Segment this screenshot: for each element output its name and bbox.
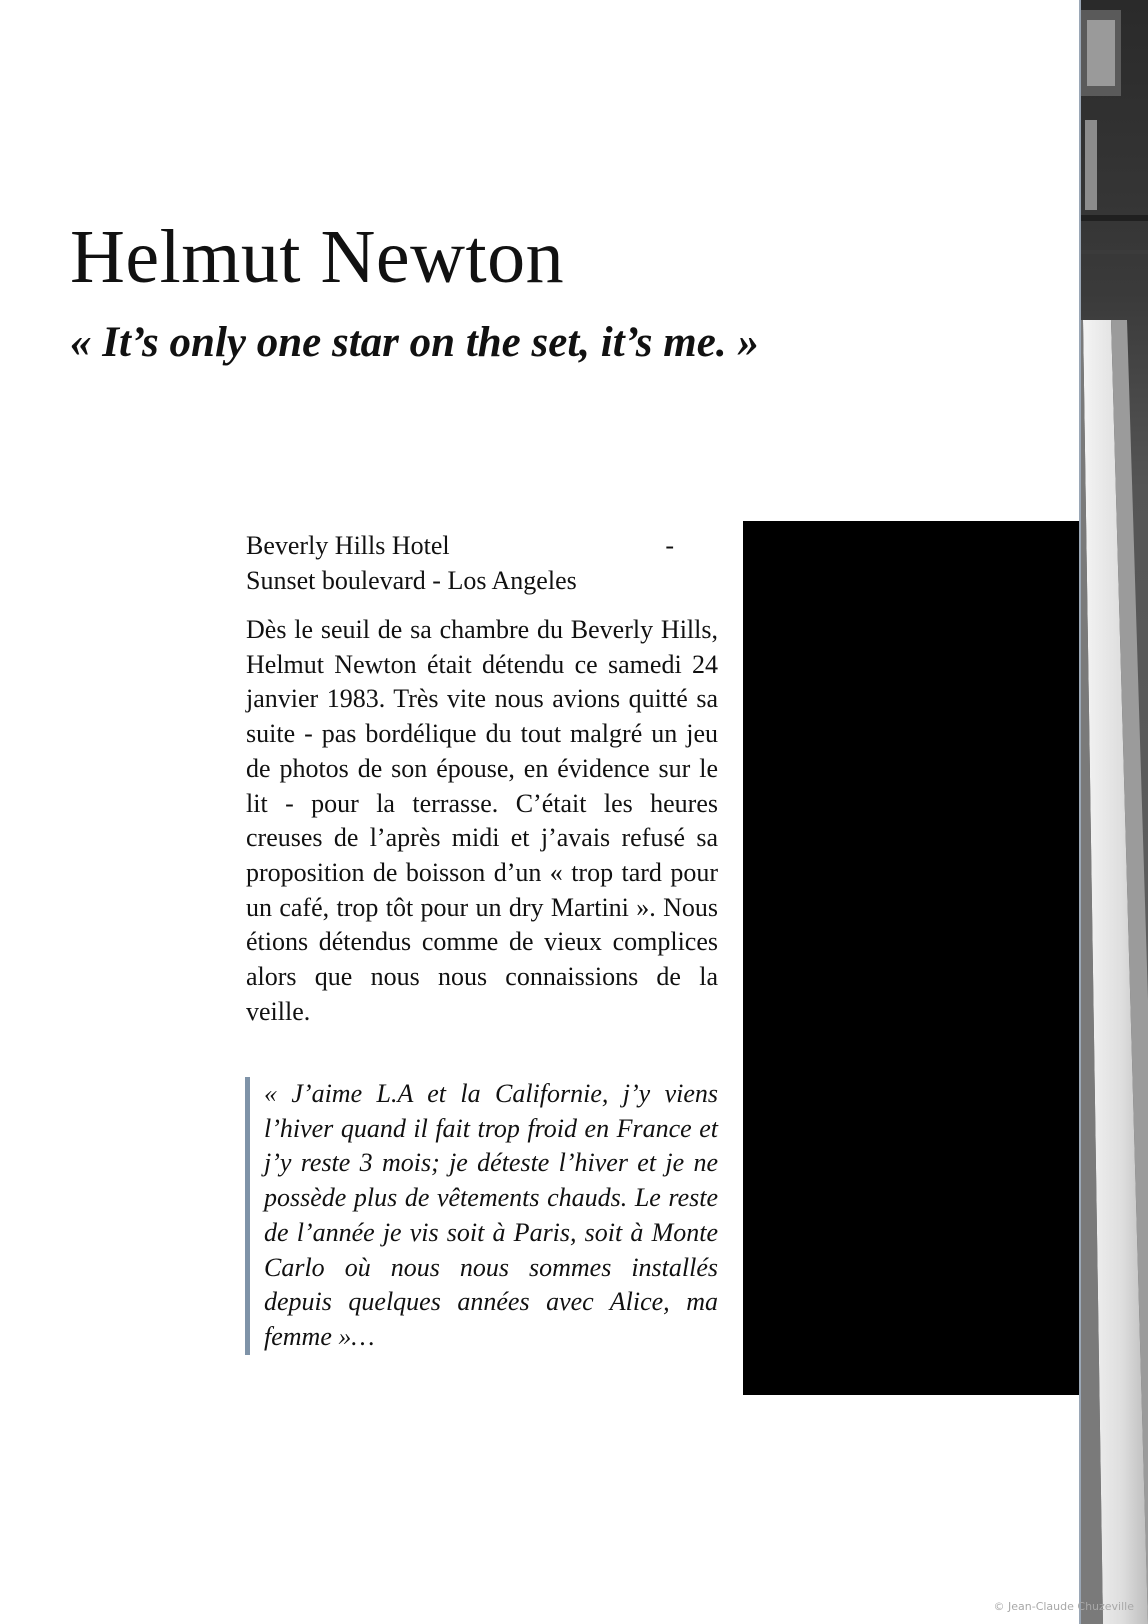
location-block — [246, 528, 718, 598]
article-paragraph: Dès le seuil de sa chambre du Beverly Hills, Helmut Newton était détendu ce samedi 24 janvier 1983. Très vite nous avions quitté sa suite - pas bordélique du tout malgré un jeu de photos de son épouse, en évidence sur le lit - pour la terrasse. C’était les heures creuses de l’après midi et j’avais refusé sa proposition de boisson d’un « trop tard pour un café, trop tôt pour un dry Martini ». Nous étions détendus comme de vieux complices alors que nous nous connaissions de la veille. — [246, 615, 718, 1026]
location-hotel: Beverly Hills Hotel — [246, 531, 450, 560]
location-dash: - — [665, 531, 674, 560]
location-line-2: Sunset boulevard - Los Angeles — [246, 566, 577, 595]
quote-block — [245, 1077, 718, 1355]
page-subtitle-quote: « It’s only one star on the set, it’s me. » — [70, 319, 759, 366]
photo-strip — [1079, 0, 1148, 1624]
photo-credit: © Jean-Claude Chuzeville — [993, 1600, 1134, 1613]
photo-image — [1079, 0, 1148, 1624]
black-panel — [743, 521, 1079, 1395]
page-title: Helmut Newton — [70, 215, 565, 299]
location-line-1 — [246, 528, 674, 563]
quote-text: « J’aime L.A et la Californie, j’y viens l’hiver quand il fait trop froid en France et j’y reste 3 mois; je déteste l’hiver et je ne possède plus de vêtements chauds. Le reste de l’année je vis soit à Paris, soit à Monte Carlo où nous nous sommes installés depuis quelques années avec Alice, ma femme »… — [264, 1079, 718, 1351]
